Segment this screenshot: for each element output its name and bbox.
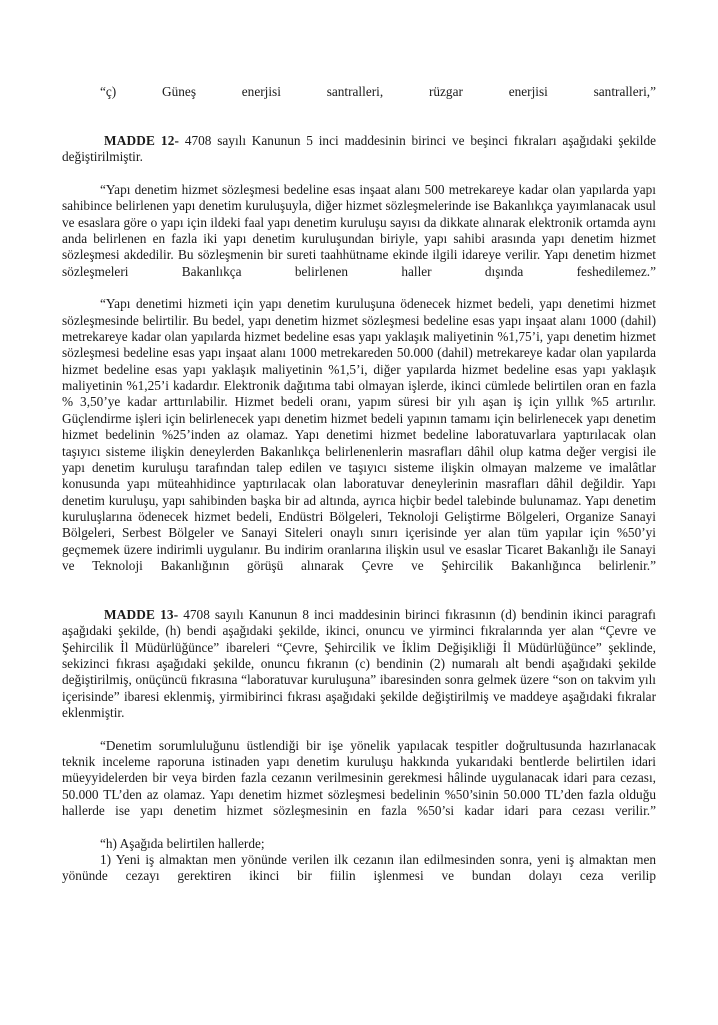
- madde-13-text: 4708 sayılı Kanunun 8 inci maddesinin birinci fıkrasının (d) bendinin ikinci paragrafı aşağıdaki şekilde, (h) bendi aşağıdaki şekilde, ikinci, onuncu ve yirminci fıkralarında yer alan “Çevre ve Şehircilik İl Müdürlüğünce” ibareleri “Çevre, Şehircilik ve İklim Değişikliği İl Müdürlüğünce” şeklinde, sekizinci fıkrası aşağıdaki şekilde, onuncu fıkranın (c) bendinin (2) numaralı alt bendi aşağıdaki şekilde değiştirilmiş, onüçüncü fıkrasına “laboratuvar kuruluşuna” ibaresinden sonra gelmek üzere “son on takvim yılı içerisinde” ibaresi eklenmiş, yirmibirinci fıkrası aşağıdaki şekilde değiştirilmiş ve maddeye aşağıdaki fıkralar eklenmiştir.: [62, 606, 656, 720]
- paragraph-spacer: [62, 591, 656, 607]
- madde-13-heading-paragraph: [62, 607, 656, 738]
- paragraph-madde-13-bend-h: “h) Aşağıda belirtilen hallerde;: [100, 835, 265, 851]
- paragraph-quote-c: “ç) Güneş enerjisi santralleri, rüzgar enerjisi santralleri,”: [100, 84, 656, 99]
- paragraph-madde-12-fikra-1: “Yapı denetim hizmet sözleşmesi bedeline esas inşaat alanı 500 metrekareye kadar olan yapılarda yapı sahibince belirlenen yapı denetim kuruluşuyla, diğer hizmet sözleşmelerinde ise Bakanlıkça yayımlanacak usul ve esaslara göre o yapı için ildeki faal yapı denetim kuruluşu sayısı da dikkate alınarak elektronik ortamda aynı anda belirlenen en fazla iki yapı denetim kuruluşundan biriyle, yapı sahibi arasında yapı denetim hizmet sözleşmesi akdedilir. Bu sözleşmenin bir sureti taahhütname ekinde ilgili idareye verilir. Yapı denetim hizmet sözleşmeleri Bakanlıkça belirlenen haller dışında feshedilemez.”: [62, 182, 656, 279]
- madde-13-label: MADDE 13-: [104, 606, 179, 622]
- paragraph-madde-12-fikra-5: “Yapı denetimi hizmeti için yapı denetim kuruluşuna ödenecek hizmet bedeli, yapı denetimi hizmet sözleşmesinde belirtilir. Bu bedel, yapı denetim hizmet sözleşmesi bedeline esas yapı inşaat alanı 1000 (dahil) metrekareye kadar olan yapılarda hizmet bedeline esas yapı yaklaşık maliyetinin %1,75’i, yapı denetim hizmet sözleşmesi bedeline esas yapı inşaat alanı 1000 metrekareden 50.000 (dahil) metrekareye kadar olan yapılarda hizmet bedeline esas yapı yaklaşık maliyetinin %1,5’i, diğer yapılarda hizmet bedeline esas yapı yaklaşık maliyetinin %1,25’i kadardır. Elektronik dağıtıma tabi olmayan işlerde, ikinci cümlede belirtilen oran en fazla % 3,50’ye kadar arttırılabilir. Hizmet bedeli oranı, yapım süresi bir yılı aşan iş için yıllık %5 artırılır. Güçlendirme işleri için belirlenecek yapı denetim hizmet bedeli yapının tamamı için belirlenecek yapı denetim hizmet bedelinin %25’inden az olamaz. Yapı denetimi hizmet bedeline laboratuvarlara yaptırılacak olan taşıyıcı sisteme ilişkin deneylerden Bakanlıkça belirlenenlerin masrafları dâhil olup katma değer vergisi ile yapı denetim kuruluşu tarafından talep edilen ve taşıyıcı sisteme ilişkin olmayan malzeme ve imalâtlar konusunda yapı müteahhidince yaptırılacak olan laboratuvar deneylerinin masrafları dâhil değildir. Yapı denetim kuruluşu, yapı sahibinden başka bir ad altında, ayrıca hiçbir bedel talebinde bulunamaz. Yapı denetim kuruluşlarına ödenecek hizmet bedeli, Endüstri Bölgeleri, Teknoloji Geliştirme Bölgeleri, Organize Sanayi Bölgeleri, Serbest Bölgeler ve Sanayi Siteleri onaylı sınırı içerisinde yer alan tüm yapılar için %50’yi geçmemek üzere indirimli uygulanır. Bu indirim oranlarına ilişkin usul ve esaslar Ticaret Bakanlığı ile Sanayi ve Teknoloji Bakanlığının görüşü alınarak Çevre ve Şehircilik Bakanlığınca belirlenir.”: [62, 296, 656, 573]
- madde-12-heading-paragraph: [62, 133, 656, 182]
- madde-12-label: MADDE 12-: [104, 132, 180, 148]
- paragraph-madde-13-bend-h-1: 1) Yeni iş almaktan men yönünde verilen ilk cezanın ilan edilmesinden sonra, yeni iş almaktan men yönünde cezayı gerektiren ikinci bir fiilin işlenmesi ve bundan dolayı ceza verilip: [62, 852, 656, 884]
- document-body: [62, 84, 656, 901]
- madde-12-text: 4708 sayılı Kanunun 5 inci maddesinin birinci ve beşinci fıkraları aşağıdaki şekilde değiştirilmiştir.: [62, 132, 656, 165]
- paragraph-madde-13-denetim: “Denetim sorumluluğunu üstlendiği bir işe yönelik yapılacak tespitler doğrultusunda hazırlanacak teknik inceleme raporuna istinaden yapı denetim kuruluşu hakkında yukarıdaki bentlerde belirtilen idari müeyyidelerden bir veya birden fazla cezanın verilmesinin gerekmesi hâlinde uygulanacak idari para cezası, 50.000 TL’den az olamaz. Yapı denetim hizmet sözleşmesi bedelinin %50’sinin 50.000 TL’den fazla olduğu hallerde ise yapı denetim hizmet sözleşmesinin en fazla %50’si kadar idari para cezası verilir.”: [62, 737, 656, 819]
- paragraph-spacer: [62, 117, 656, 133]
